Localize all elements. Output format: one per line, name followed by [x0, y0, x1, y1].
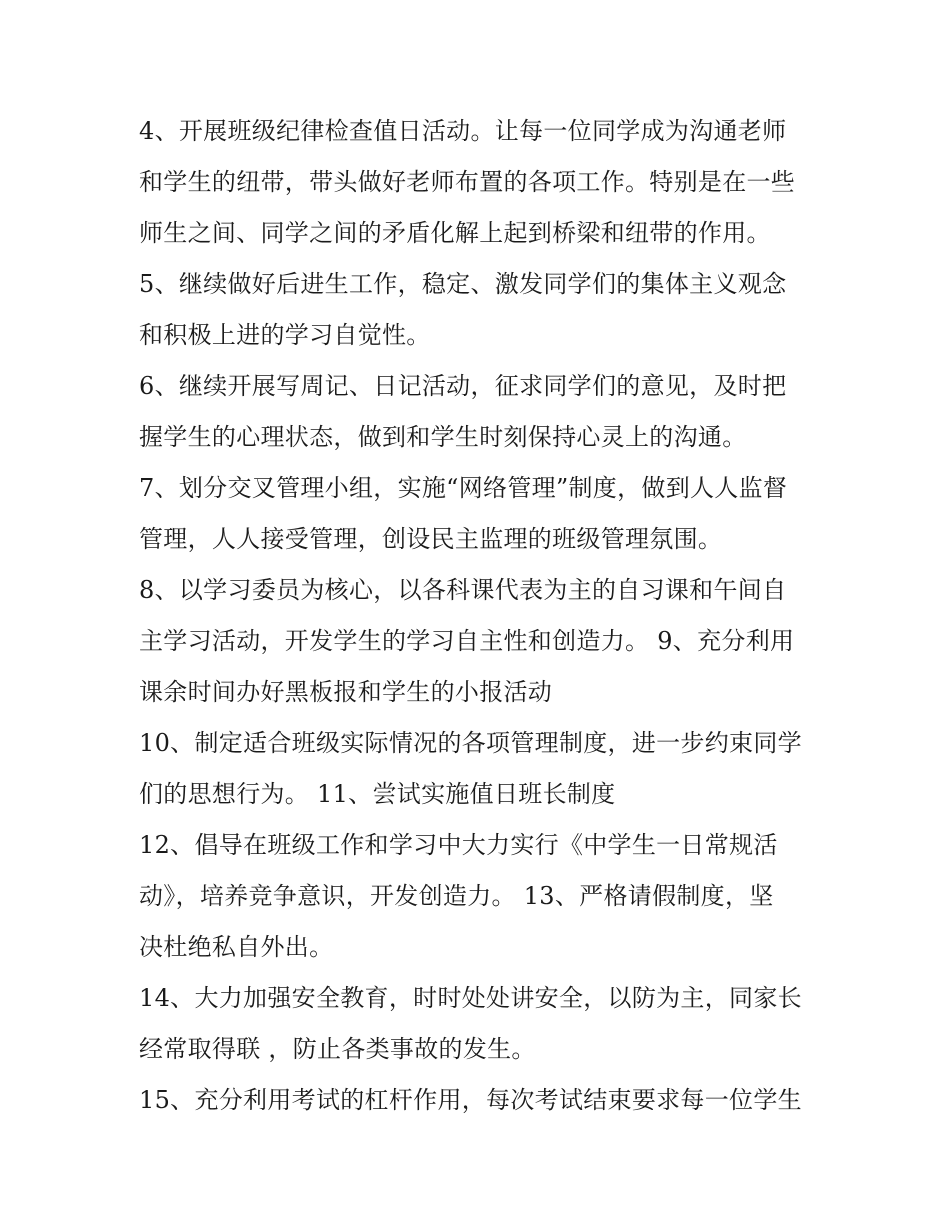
text-line: 决杜绝私自外出。 — [139, 933, 334, 961]
text-line: 5、继续做好后进生工作，稳定、激发同学们的集体主义观念 — [139, 270, 787, 298]
text-line: 7、划分交叉管理小组，实施“网络管理”制度，做到人人监督 — [139, 474, 788, 502]
text-line: 握学生的心理状态，做到和学生时刻保持心灵上的沟通。 — [139, 423, 747, 451]
text-line: 4、开展班级纪律检查值日活动。让每一位同学成为沟通老师 — [139, 117, 787, 145]
text-line: 14、大力加强安全教育，时时处处讲安全，以防为主，同家长 — [139, 984, 802, 1012]
text-line: 10、制定适合班级实际情况的各项管理制度，进一步约束同学 — [139, 729, 802, 757]
text-line: 12、倡导在班级工作和学习中大力实行《中学生一日常规活 — [139, 831, 778, 859]
text-line: 和积极上进的学习自觉性。 — [139, 321, 431, 349]
text-line: 主学习活动，开发学生的学习自主性和创造力。 9、充分利用 — [139, 627, 795, 655]
text-line: 15、充分利用考试的杠杆作用，每次考试结束要求每一位学生 — [139, 1086, 802, 1114]
text-line: 6、继续开展写周记、日记活动，征求同学们的意见，及时把 — [139, 372, 787, 400]
document-body — [139, 106, 829, 1126]
text-line: 动》，培养竞争意识，开发创造力。 13、严格请假制度，坚 — [139, 882, 774, 910]
text-line: 管理，人人接受管理，创设民主监理的班级管理氛围。 — [139, 525, 723, 553]
text-line: 们的思想行为。 11、尝试实施值日班长制度 — [139, 780, 616, 808]
text-line: 经常取得联 ，防止各类事故的发生。 — [139, 1035, 536, 1063]
text-line: 师生之间、同学之间的矛盾化解上起到桥梁和纽带的作用。 — [139, 219, 771, 247]
text-line: 课余时间办好黑板报和学生的小报活动 — [139, 678, 553, 706]
text-line: 8、以学习委员为核心，以各科课代表为主的自习课和午间自 — [139, 576, 787, 604]
text-line: 和学生的纽带，带头做好老师布置的各项工作。特别是在一些 — [139, 168, 796, 196]
